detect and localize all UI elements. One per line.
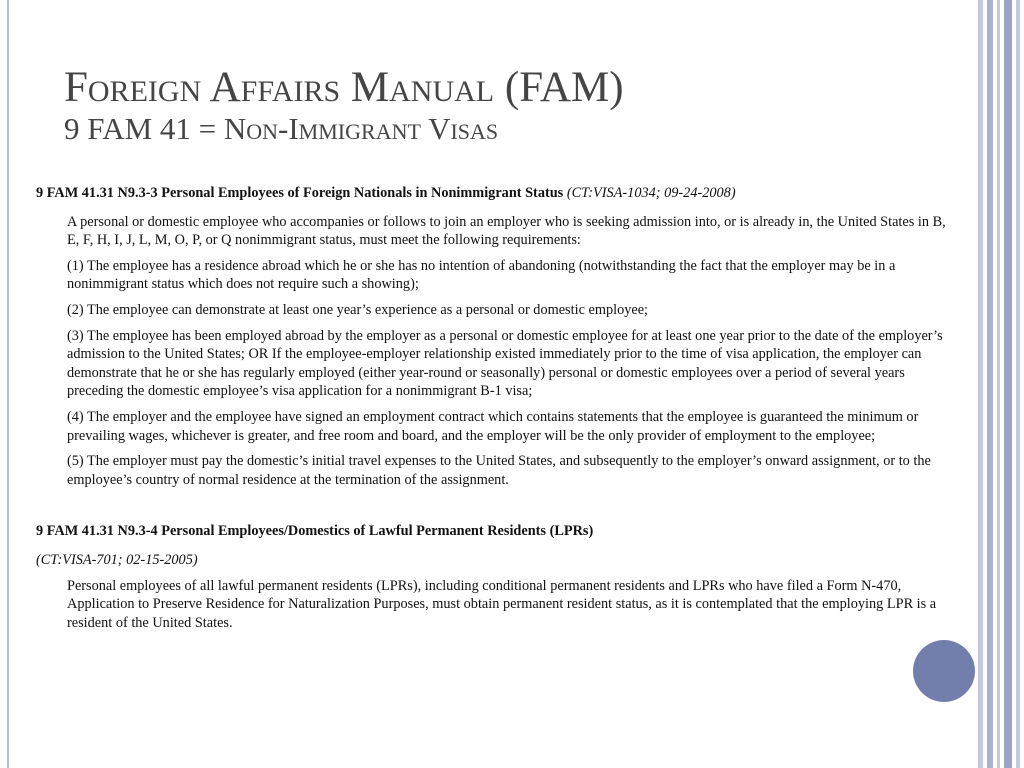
section1-paragraph: (1) The employee has a residence abroad which he or she has no intention of abandoning (notwithstanding the fact that the employer may be in a nonimmigrant status which does not require such a showing); xyxy=(67,257,896,293)
slide-body xyxy=(36,184,958,639)
decorative-stripes xyxy=(978,0,1024,768)
slide-title: Foreign Affairs Manual (FAM) xyxy=(64,64,624,111)
decorative-circle xyxy=(913,640,975,702)
section1-paragraph: (5) The employer must pay the domestic’s initial travel expenses to the United States, and subsequently to the employer’s onward assignment, or to the employee’s country of normal residence at the termination of the assignment. xyxy=(67,453,931,488)
section1-paragraph: A personal or domestic employee who accompanies or follows to join an employer who is seeking admission into, or is already in, the United States in B, E, F, H, I, J, L, M, O, P, or Q nonimmigrant status, must meet the following requirements: xyxy=(67,213,946,249)
section2-heading: 9 FAM 41.31 N9.3-4 Personal Employees/Domestics of Lawful Permanent Residents (LPRs) xyxy=(36,523,594,540)
section1-heading: 9 FAM 41.31 N9.3-3 Personal Employees of Foreign Nationals in Nonimmigrant Status (CT:VISA-1034; 09-24-2008) xyxy=(36,185,736,201)
section1-paragraph: (2) The employee can demonstrate at least one year’s experience as a personal or domestic employee; xyxy=(67,301,649,318)
section1-paragraph: (3) The employee has been employed abroad by the employer as a personal or domestic employee for at least one year prior to the date of the employer’s admission to the United States; OR If the employee-employer relationship existed immediately prior to the time of visa application, the employer can demonstrate that he or she has regularly employed (either year-round or seasonally) personal or domestic employees over a period of several years preceding the domestic employee’s visa application for a nonimmigrant B-1 visa; xyxy=(67,327,943,400)
slide-title-block xyxy=(64,66,944,144)
left-border-line xyxy=(7,0,9,768)
slide-subtitle: 9 FAM 41 = Non-Immigrant Visas xyxy=(64,111,499,146)
section2-paragraph: Personal employees of all lawful permanent residents (LPRs), including conditional permanent residents and LPRs who have filed a Form N-470, Application to Preserve Residence for Naturalization Purposes, must obtain permanent resident status, as it is contemplated that the employing LPR is a resident of the United States. xyxy=(67,577,937,631)
section1-ct: (CT:VISA-1034; 09-24-2008) xyxy=(566,185,736,201)
section2-ct: (CT:VISA-701; 02-15-2005) xyxy=(36,551,198,568)
section1-paragraph: (4) The employer and the employee have signed an employment contract which contains statements that the employee is guaranteed the minimum or prevailing wages, whichever is greater, and free room and board, and the employer will be the only provider of employment to the employee; xyxy=(67,408,919,444)
